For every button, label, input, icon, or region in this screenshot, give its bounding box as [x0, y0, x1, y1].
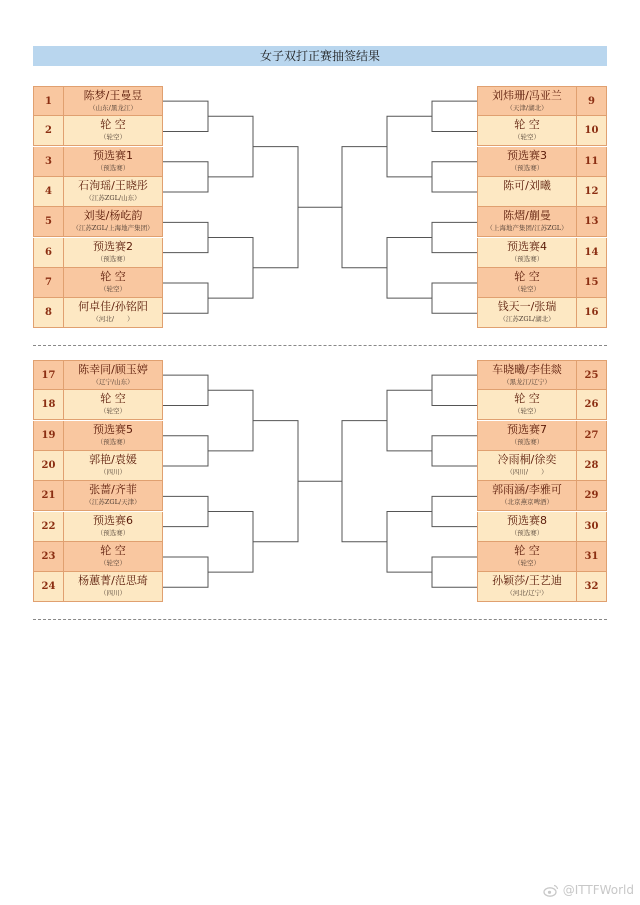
bracket-line: [163, 222, 208, 252]
team-affiliation: （轮空）: [100, 133, 126, 142]
seed-number: 15: [577, 268, 607, 298]
team-affiliation: （山东/黑龙江）: [89, 104, 137, 112]
player-pair: 轮 空: [514, 392, 540, 406]
team-affiliation: （轮空）: [100, 284, 126, 293]
seed-number: 26: [577, 390, 607, 420]
player-pair: 陈可/刘曦: [503, 178, 551, 192]
player-pair: 陈熠/蒯曼: [503, 209, 551, 223]
bracket-line: [253, 147, 298, 268]
player-pair: 轮 空: [100, 269, 126, 283]
bracket-line: [432, 436, 477, 466]
seed-number: 17: [33, 360, 63, 390]
seed-number: 12: [577, 177, 607, 207]
watermark: [543, 883, 634, 897]
section-divider: [33, 619, 607, 620]
player-pair: 轮 空: [514, 543, 540, 557]
seed-number: 9: [577, 86, 607, 116]
player-pair: 预选赛7: [507, 422, 547, 436]
seed-number: 10: [577, 116, 607, 146]
watermark-text: @ITTFWorld: [562, 883, 634, 897]
draw-title: 女子双打正赛抽签结果: [33, 46, 607, 66]
player-pair: 预选赛5: [93, 422, 133, 436]
seed-number: 13: [577, 207, 607, 237]
player-pair: 冷雨桐/徐奕: [497, 452, 557, 466]
bracket-line: [432, 101, 477, 131]
player-pair: 陈梦/王曼昱: [83, 89, 143, 102]
player-pair: 孙颖莎/王艺迪: [492, 574, 562, 588]
bracket-line: [208, 512, 253, 573]
team-affiliation: （四川）: [100, 467, 126, 476]
team-affiliation: （天津/湖北）: [506, 104, 548, 112]
team-affiliation: （四川/ ）: [506, 467, 548, 476]
team-affiliation: （江苏ZGL/上海地产集团）: [72, 224, 154, 233]
team-affiliation: （北京燕京啤酒）: [501, 498, 553, 507]
seed-number: 29: [577, 481, 607, 511]
seed-number: 3: [33, 147, 63, 177]
bracket-line: [432, 375, 477, 405]
seed-number: 18: [33, 390, 63, 420]
bracket-line: [208, 390, 253, 451]
bracket-line: [342, 421, 387, 542]
bracket-line: [387, 116, 432, 177]
team-affiliation: （预选赛）: [510, 528, 544, 537]
bracket-line: [432, 162, 477, 192]
team-affiliation: （江苏ZGL/山东）: [85, 193, 141, 202]
bracket-line: [432, 496, 477, 526]
bracket-line: [163, 496, 208, 526]
bracket-line: [163, 557, 208, 587]
player-pair: 轮 空: [514, 269, 540, 283]
team-affiliation: （轮空）: [514, 133, 540, 142]
team-affiliation: （预选赛）: [96, 437, 130, 446]
team-affiliation: （预选赛）: [510, 163, 544, 172]
bracket-line: [432, 283, 477, 313]
player-pair: 车晓曦/李佳燚: [492, 363, 562, 376]
seed-number: 21: [33, 481, 63, 511]
team-affiliation: （预选赛）: [510, 254, 544, 263]
seed-number: 1: [33, 86, 63, 116]
bracket-line: [208, 238, 253, 299]
seed-number: 22: [33, 512, 63, 542]
player-pair: 石洵瑶/王晓彤: [78, 178, 148, 192]
weibo-icon: [543, 884, 559, 897]
player-pair: 预选赛1: [93, 148, 133, 162]
seed-number: 28: [577, 451, 607, 481]
bracket-line: [387, 390, 432, 451]
section-divider: [33, 345, 607, 346]
player-pair: 预选赛6: [93, 513, 133, 527]
team-affiliation: （轮空）: [514, 407, 540, 416]
seed-number: 25: [577, 360, 607, 390]
seed-number: 2: [33, 116, 63, 146]
team-affiliation: （辽宁/山东）: [92, 378, 134, 386]
seed-number: 14: [577, 238, 607, 268]
player-pair: 杨蕙菁/范思琦: [78, 574, 148, 588]
seed-number: 6: [33, 238, 63, 268]
player-pair: 刘斐/杨屹韵: [83, 209, 143, 223]
bracket-line: [163, 375, 208, 405]
seed-number: 11: [577, 147, 607, 177]
player-pair: 轮 空: [100, 118, 126, 132]
player-pair: 郭雨涵/李雅可: [492, 483, 562, 497]
team-affiliation: （河北/ ）: [92, 315, 134, 324]
seed-number: 19: [33, 421, 63, 451]
player-pair: 轮 空: [514, 118, 540, 132]
team-affiliation: （预选赛）: [96, 163, 130, 172]
seed-number: 31: [577, 542, 607, 572]
seed-number: 8: [33, 298, 63, 328]
player-pair: 刘炜珊/冯亚兰: [492, 89, 562, 102]
seed-number: 23: [33, 542, 63, 572]
player-pair: 轮 空: [100, 392, 126, 406]
player-pair: 预选赛3: [507, 148, 547, 162]
player-pair: 轮 空: [100, 543, 126, 557]
bracket-line: [432, 222, 477, 252]
player-pair: 预选赛4: [507, 239, 547, 253]
bracket-line: [163, 101, 208, 131]
bracket-line: [163, 162, 208, 192]
team-affiliation: （四川）: [100, 589, 126, 598]
team-affiliation: （河北/辽宁）: [506, 589, 548, 598]
player-pair: 郭艳/袁媛: [89, 452, 137, 466]
team-affiliation: （黑龙江/辽宁）: [503, 378, 551, 386]
team-affiliation: （轮空）: [514, 284, 540, 293]
team-affiliation: （轮空）: [100, 558, 126, 567]
bracket-line: [387, 512, 432, 573]
seed-number: 4: [33, 177, 63, 207]
player-pair: 陈幸同/顾玉婷: [78, 363, 148, 376]
seed-number: 27: [577, 421, 607, 451]
player-pair: 预选赛2: [93, 239, 133, 253]
bracket-line: [163, 436, 208, 466]
seed-number: 30: [577, 512, 607, 542]
team-affiliation: （预选赛）: [96, 528, 130, 537]
player-pair: 何卓佳/孙铭阳: [78, 300, 148, 314]
player-pair: 钱天一/张瑞: [497, 300, 557, 314]
bracket-line: [432, 557, 477, 587]
seed-number: 24: [33, 572, 63, 602]
team-affiliation: （江苏ZGL/天津）: [85, 498, 141, 507]
seed-number: 32: [577, 572, 607, 602]
seed-number: 7: [33, 268, 63, 298]
team-affiliation: （轮空）: [100, 407, 126, 416]
bracket-line: [208, 116, 253, 177]
team-affiliation: （上海地产集团/江苏ZGL）: [486, 224, 568, 233]
player-pair: 预选赛8: [507, 513, 547, 527]
team-affiliation: （江苏ZGL/湖北）: [499, 315, 555, 324]
team-affiliation: （预选赛）: [510, 437, 544, 446]
seed-number: 20: [33, 451, 63, 481]
bracket-line: [253, 421, 298, 542]
player-pair: 张蔷/齐菲: [89, 483, 137, 497]
seed-number: 5: [33, 207, 63, 237]
bracket-line: [342, 147, 387, 268]
bracket-line: [387, 238, 432, 299]
seed-number: 16: [577, 298, 607, 328]
team-affiliation: （轮空）: [514, 558, 540, 567]
bracket-line: [163, 283, 208, 313]
team-affiliation: （预选赛）: [96, 254, 130, 263]
